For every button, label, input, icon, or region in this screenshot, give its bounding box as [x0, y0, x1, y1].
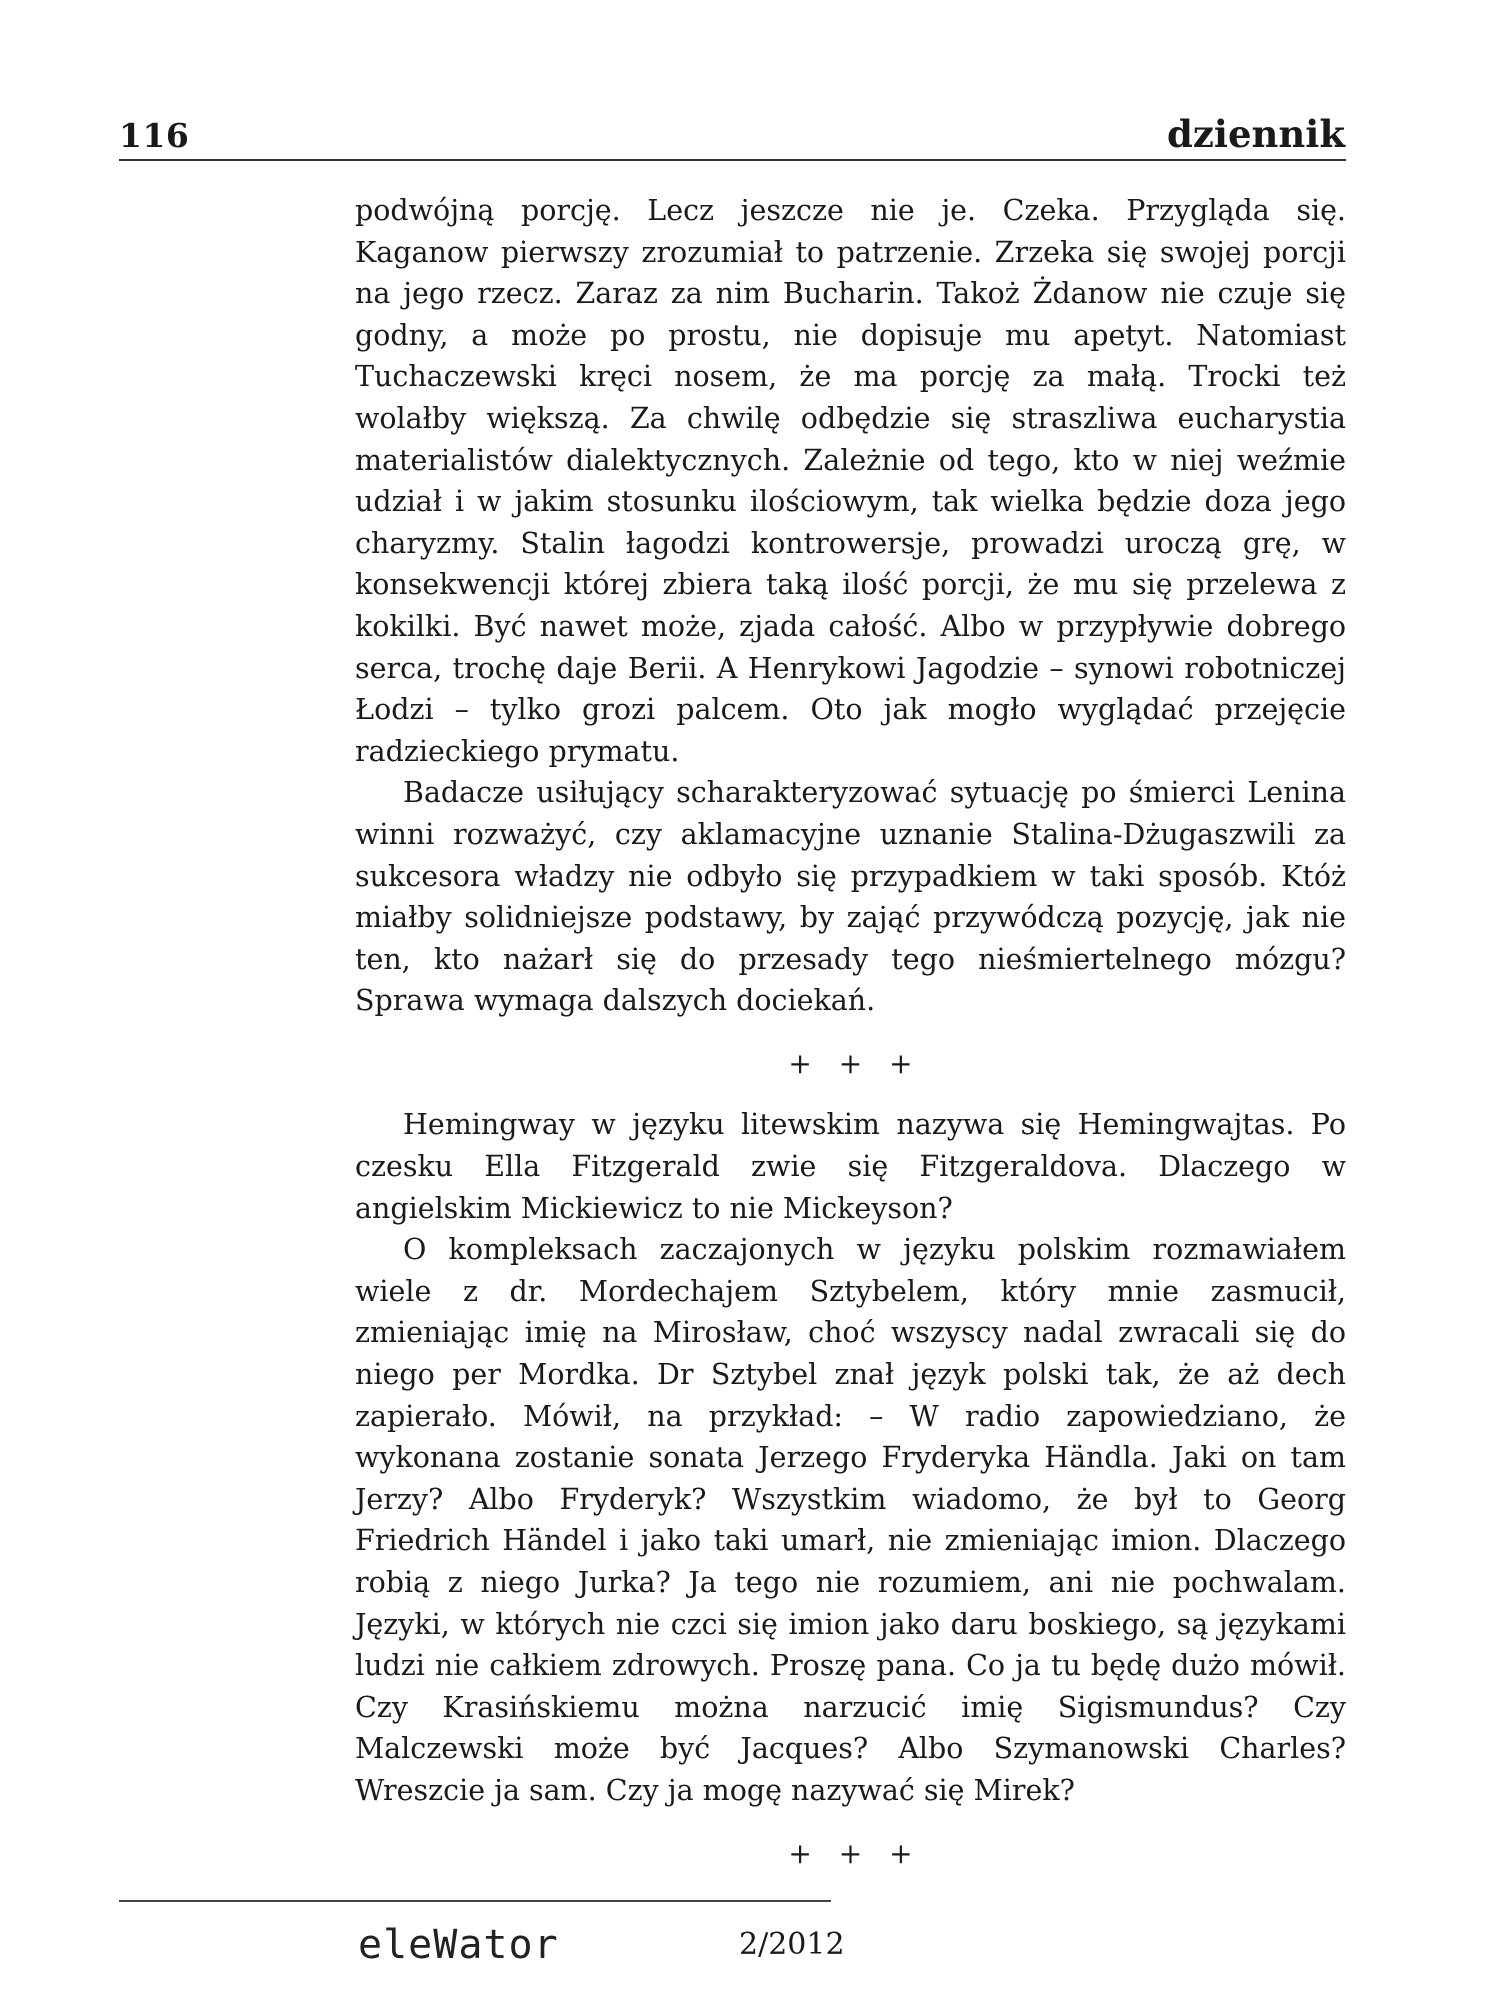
- section-separator: + + +: [788, 1046, 913, 1080]
- section-separator: + + +: [788, 1836, 913, 1870]
- section-title: dziennik: [1167, 112, 1345, 156]
- magazine-logo: eleWator: [358, 1922, 559, 1968]
- page-number: 116: [119, 116, 190, 155]
- footer-divider: [119, 1900, 831, 1902]
- paragraph: Hemingway w języku litewskim nazywa się Hemingwajtas. Po czesku Ella Fitzgerald zwie się Fitzgeraldova. Dlaczego w angielskim Mickiewicz to nie Mickeyson?: [355, 1108, 1346, 1225]
- paragraph: Badacze usiłujący scharakteryzować sytuację po śmierci Lenina winni rozważyć, czy aklamacyjne uznanie Stalina-Dżugaszwili za sukcesora władzy nie odbyło się przypadkiem w taki sposób. Któż miałby solidniejsze podstawy, by zająć przywódczą pozycję, jak nie ten, kto nażarł się do przesady tego nieśmiertelnego mózgu? Sprawa wymaga dalszych dociekań.: [355, 776, 1346, 1018]
- paragraph: O kompleksach zaczajonych w języku polskim rozmawiałem wiele z dr. Mordechajem Sztybelem, który mnie zasmucił, zmieniając imię na Mirosław, choć wszyscy nadal zwracali się do niego per Mordka. Dr Sztybel znał język polski tak, że aż dech zapierało. Mówił, na przykład: – W radio zapowiedziano, że wykonana zostanie sonata Jerzego Fryderyka Händla. Jaki on tam Jerzy? Albo Fryderyk? Wszystkim wiadomo, że był to Georg Friedrich Händel i jako taki umarł, nie zmieniając imion. Dlaczego robią z niego Jurka? Ja tego nie rozumiem, ani nie pochwalam. Języki, w których nie czci się imion jako daru boskiego, są językami ludzi nie całkiem zdrowych. Proszę pana. Co ja tu będę dużo mówił. Czy Krasińskiemu można narzucić imię Sigismundus? Czy Malczewski może być Jacques? Albo Szymanowski Charles? Wreszcie ja sam. Czy ja mogę nazywać się Mirek?: [355, 1233, 1346, 1807]
- article-body: [355, 190, 1346, 1894]
- header-divider: [119, 159, 1346, 161]
- paragraph-continuation: podwójną porcję. Lecz jeszcze nie je. Czeka. Przygląda się. Kaganow pierwszy zrozumiał to patrzenie. Zrzeka się swojej porcji na jego rzecz. Zaraz za nim Bucharin. Takoż Żdanow nie czuje się godny, a może po prostu, nie dopisuje mu apetyt. Natomiast Tuchaczewski kręci nosem, że ma porcję za małą. Trocki też wolałby większą. Za chwilę odbędzie się straszliwa eucharystia materialistów dialektycznych. Zależnie od tego, kto w niej weźmie udział i w jakim stosunku ilościowym, tak wielka będzie doza jego charyzmy. Stalin łagodzi kontrowersje, prowadzi uroczą grę, w konsekwencji której zbiera taką ilość porcji, że mu się przelewa z kokilki. Być nawet może, zjada całość. Albo w przypływie dobrego serca, trochę daje Berii. A Henrykowi Jagodzie – synowi robotniczej Łodzi – tylko grozi palcem. Oto jak mogło wyglądać przejęcie radzieckiego prymatu.: [355, 194, 1346, 768]
- issue-number: 2/2012: [739, 1927, 845, 1962]
